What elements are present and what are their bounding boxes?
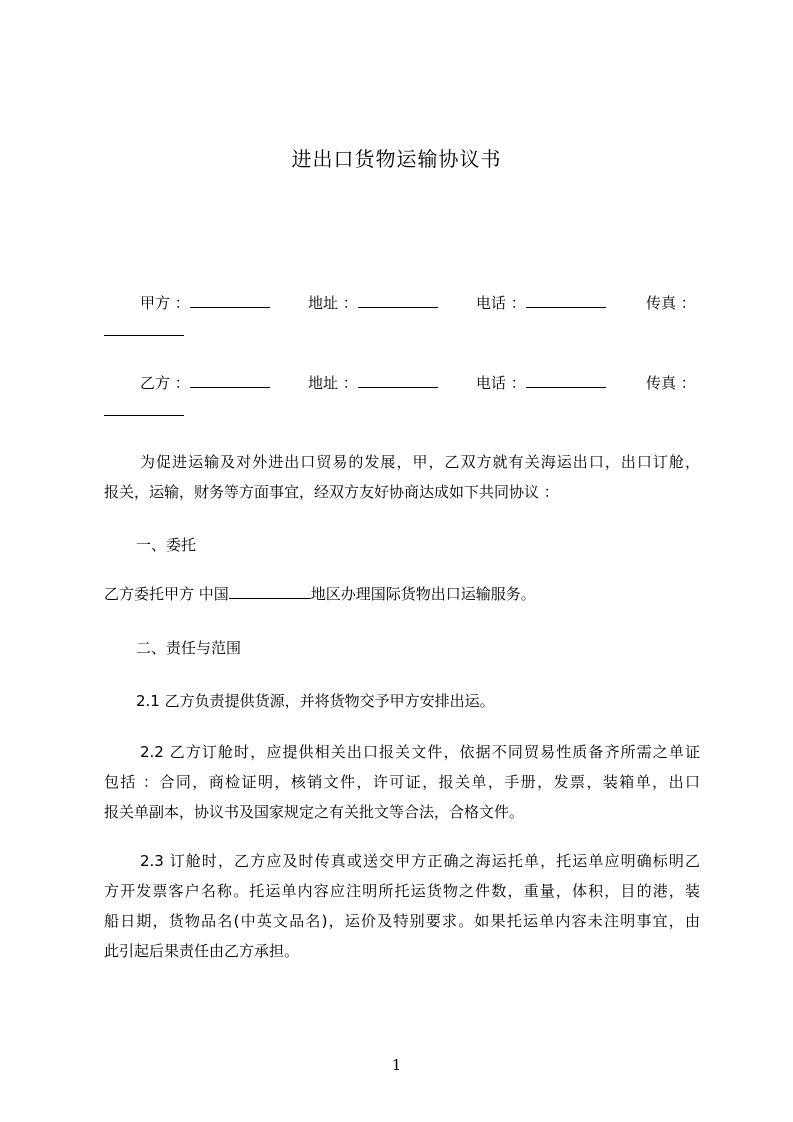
party-a-phone-blank — [526, 293, 606, 308]
clause-2-3-line-1: 2.3 订舱时，乙方应及时传真或送交甲方正确之海运托单，托运单应明确标明乙 — [140, 852, 700, 870]
party-a-blank — [190, 293, 270, 308]
party-b-address-field — [308, 372, 438, 393]
party-b-row — [140, 372, 700, 394]
party-b-fax-field — [646, 372, 696, 393]
section-1-text-after: 地区办理国际货物出口运输服务。 — [310, 585, 536, 603]
document-title: 进出口货物运输协议书 — [291, 147, 502, 171]
party-a-fax-field — [646, 292, 696, 313]
party-b-fax-blank — [104, 414, 184, 416]
clause-2-3-line-4: 此引起后果责任由乙方承担。 — [104, 942, 300, 960]
party-a-fax-blank — [104, 334, 184, 336]
clause-2-2-line-2: 包括 ：合同，商检证明，核销文件，许可证，报关单，手册，发票，装箱单，出口 — [104, 773, 700, 791]
party-b-address-blank — [358, 373, 438, 388]
party-b-phone-field — [476, 372, 606, 393]
clause-2-3-line-3: 船日期，货物品名(中英文品名)，运价及特别要求。如果托运单内容未注明事宜，由 — [104, 912, 700, 930]
party-a-address-field — [308, 292, 438, 313]
party-b-blank — [190, 373, 270, 388]
party-a-phone-label: 电话 ： — [476, 294, 526, 312]
party-a-field — [140, 292, 270, 313]
party-a-label: 甲方 ： — [140, 294, 190, 312]
party-a-address-blank — [358, 293, 438, 308]
party-a-address-label: 地址 ： — [308, 294, 358, 312]
party-a-phone-field — [476, 292, 606, 313]
clause-2-1: 2.1 乙方负责提供货源，并将货物交予甲方安排出运。 — [136, 692, 495, 710]
party-a-fax-label: 传真 ： — [646, 294, 696, 312]
party-a-row — [140, 292, 700, 314]
clause-2-2-line-3: 报关单副本，协议书及国家规定之有关批文等合法，合格文件。 — [104, 803, 525, 821]
party-b-fax-label: 传真 ： — [646, 374, 696, 392]
intro-line-2: 报关，运输，财务等方面事宜，经双方友好协商达成如下共同协议 ： — [104, 483, 559, 501]
party-b-field — [140, 372, 270, 393]
party-b-phone-label: 电话 ： — [476, 374, 526, 392]
section-1-heading: 一、委托 — [136, 536, 197, 554]
page-number: 1 — [391, 1056, 402, 1074]
intro-line-1: 为促进运输及对外进出口贸易的发展，甲，乙双方就有关海运出口，出口订舱， — [140, 453, 700, 471]
section-2-heading: 二、责任与范围 — [136, 639, 242, 657]
clause-2-3-line-2: 方开发票客户名称。托运单内容应注明所托运货物之件数，重量，体积，目的港，装 — [104, 882, 700, 900]
section-1-region-blank — [229, 584, 311, 599]
section-1-text-before: 乙方委托甲方 中国 — [104, 585, 229, 603]
party-b-address-label: 地址 ： — [308, 374, 358, 392]
clause-2-3 — [104, 846, 700, 966]
party-b-label: 乙方 ： — [140, 374, 190, 392]
clause-2-2-line-1: 2.2 乙方订舱时，应提供相关出口报关文件，依据不同贸易性质备齐所需之单证 — [140, 743, 700, 761]
section-1-body — [104, 583, 536, 604]
party-b-phone-blank — [526, 373, 606, 388]
intro-paragraph — [104, 447, 700, 507]
clause-2-2 — [104, 737, 700, 827]
